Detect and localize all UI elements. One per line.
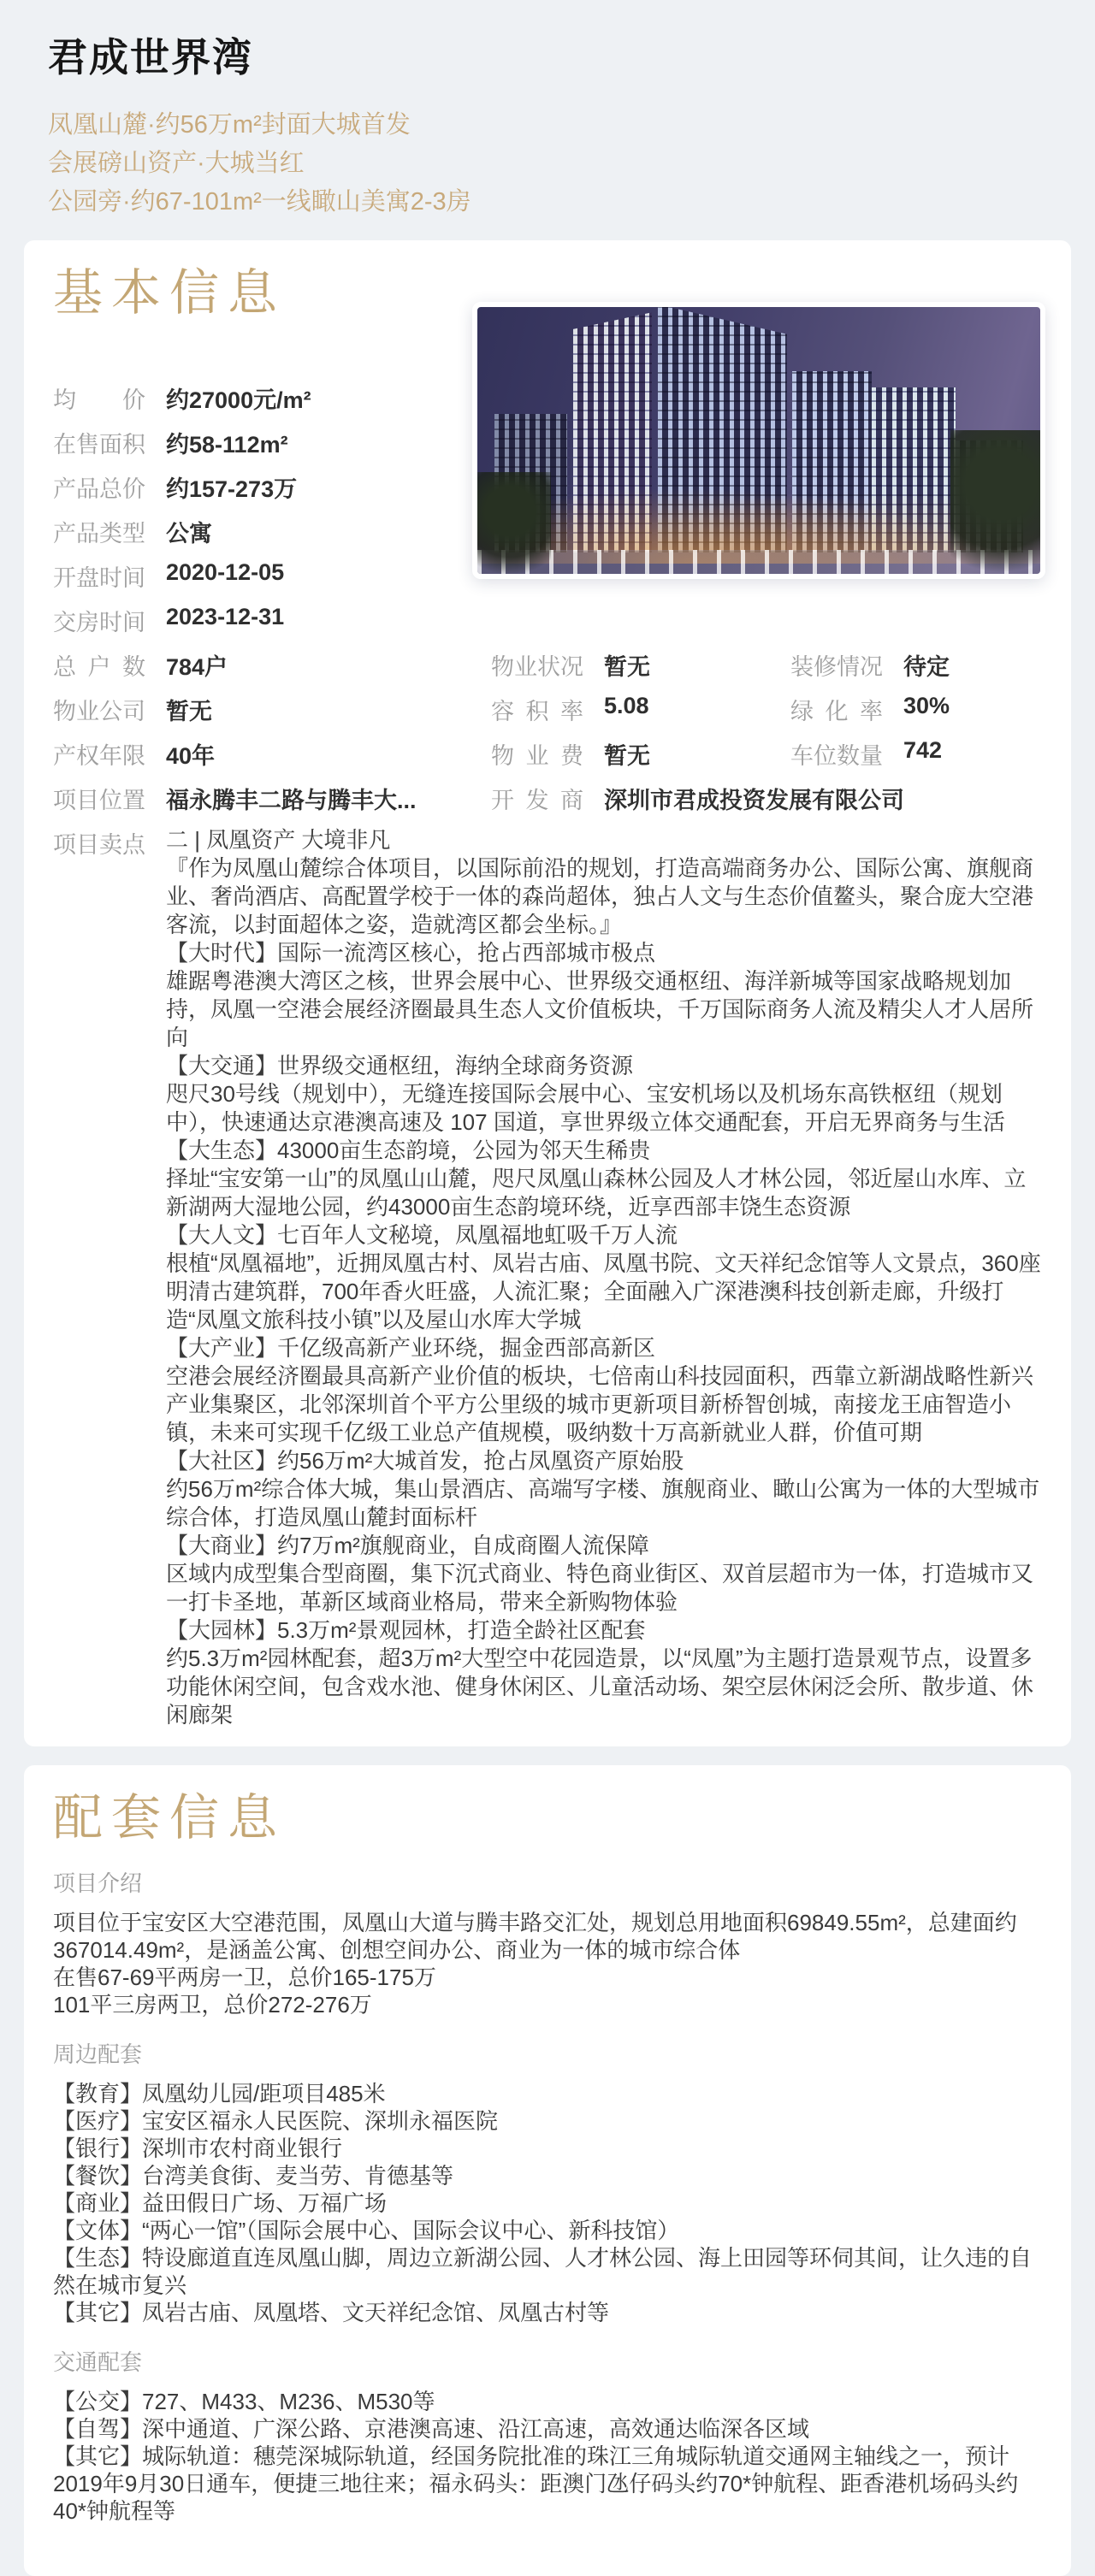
- field-row: [53, 693, 1042, 737]
- field-value: 2023-12-31: [166, 604, 285, 629]
- selling-points-text: [166, 826, 1042, 1729]
- selling-point-line: 择址“宝安第一山”的凤凰山山麓，咫尺凤凰山森林公园及人才林公园，邻近屋山水库、立新湖两大湿地公园，约43000亩生态韵境环绕，近享西部丰饶生态资源: [166, 1166, 1027, 1220]
- field-label: 容积率: [491, 699, 583, 724]
- intro-line: 在售67-69平两房一卫，总价165-175万: [53, 1964, 436, 1990]
- field-location: [53, 782, 491, 815]
- facility-line: 【餐饮】台湾美食街、麦当劳、肯德基等: [53, 2163, 454, 2189]
- field-plot-ratio: [491, 693, 790, 726]
- transport-line: 【自驾】深中通道、广深公路、京港澳高速、沿江高速，高效通达临深各区域: [53, 2416, 810, 2442]
- page-title: 君成世界湾: [48, 35, 253, 80]
- basic-info-heading: 基本信息: [53, 265, 287, 321]
- field-label: 绿化率: [790, 699, 883, 724]
- field-value: 784户: [166, 654, 228, 680]
- selling-point-line: 【大交通】世界级交通枢纽，海纳全球商务资源: [166, 1053, 634, 1078]
- field-label: 物业公司: [53, 699, 145, 724]
- field-label: 产品类型: [53, 521, 145, 547]
- field-value: 30%: [903, 693, 950, 718]
- field-label: 均价: [53, 387, 145, 413]
- facilities-heading: 配套信息: [53, 1790, 287, 1846]
- subtitle-line: 公园旁·约67-101m²一线瞰山美寓2-3房: [48, 188, 471, 216]
- project-intro-label: 项目介绍: [53, 1870, 143, 1896]
- intro-line: 101平三房两卫，总价272-276万: [53, 1992, 372, 2018]
- intro-line: 项目位于宝安区大空港范围，凤凰山大道与腾丰路交汇处，规划总用地面积69849.55m²，总建面约367014.49m²，是涵盖公寓、创想空间办公、商业为一体的城市综合体: [53, 1910, 1017, 1963]
- field-label: 开盘时间: [53, 565, 145, 591]
- field-value: 暂无: [166, 699, 212, 724]
- field-label: 装修情况: [790, 654, 883, 680]
- field-label: 开发商: [491, 788, 583, 813]
- field-value: 2020-12-05: [166, 559, 285, 585]
- field-label: 物业费: [491, 743, 583, 769]
- field-label: 在售面积: [53, 432, 145, 458]
- field-property-status: [491, 648, 790, 682]
- nearby-facilities-list: [53, 2080, 1042, 2326]
- header: [0, 0, 1095, 222]
- selling-point-line: 【大园林】5.3万m²景观园林，打造全龄社区配套: [166, 1617, 646, 1643]
- field-property-company: [53, 693, 491, 726]
- facility-line: 【生态】特设廊道直连凤凰山脚，周边立新湖公园、人才林公园、海上田园等环伺其间，让久违的自然在城市复兴: [53, 2245, 1033, 2298]
- field-value: 深圳市君成投资发展有限公司: [604, 788, 904, 813]
- field-label: 产权年限: [53, 743, 145, 769]
- selling-point-line: 【大产业】千亿级高新产业环绕，掘金西部高新区: [166, 1335, 656, 1361]
- facility-line: 【医疗】宝安区福永人民医院、深圳永福医院: [53, 2108, 499, 2134]
- field-value: 5.08: [604, 693, 649, 718]
- transport-label: 交通配套: [53, 2349, 143, 2375]
- field-row: [53, 737, 1042, 782]
- selling-point-line: 【大商业】约7万m²旗舰商业，自成商圈人流保障: [166, 1533, 649, 1558]
- field-tenure: [53, 737, 491, 771]
- transport-line: 【其它】城际轨道：穗莞深城际轨道，经国务院批准的珠江三角城际轨道交通网主轴线之一，预计2019年9月30日通车，便捷三地往来；福永码头：距澳门氹仔码头约70*钟航程、距香港机场码头约40*钟航程等: [53, 2443, 1019, 2524]
- transport-line: 【公交】727、M433、M236、M530等: [53, 2389, 435, 2414]
- field-label: 项目卖点: [53, 832, 145, 858]
- field-value: 742: [903, 737, 943, 763]
- field-value: 约27000元/m²: [166, 387, 311, 413]
- field-label: 物业状况: [491, 654, 583, 680]
- selling-point-line: 【大生态】43000亩生态韵境，公园为邻天生稀贵: [166, 1137, 651, 1163]
- field-label: 产品总价: [53, 476, 145, 502]
- selling-point-line: 根植“凤凰福地”，近拥凤凰古村、凤岩古庙、凤凰书院、文天祥纪念馆等人文景点，360座明清古建筑群，700年香火旺盛，人流汇聚；全面融入广深港澳科技创新走廊，升级打造“凤凰文旅科技小镇”以及屋山水库大学城: [166, 1250, 1041, 1332]
- facility-line: 【教育】凤凰幼儿园/距项目485米: [53, 2081, 386, 2106]
- property-photo: [472, 302, 1045, 579]
- selling-point-line: 【大人文】七百年人文秘境，凤凰福地虹吸千万人流: [166, 1222, 678, 1248]
- field-total-households: [53, 648, 491, 682]
- subtitle-line: 凤凰山麓·约56万m²封面大城首发: [48, 111, 411, 139]
- field-value: 暂无: [604, 654, 650, 680]
- selling-point-line: 区域内成型集合型商圈，集下沉式商业、特色商业街区、双首层超市为一体，打造城市又一打卡圣地，革新区域商业格局，带来全新购物体验: [166, 1561, 1034, 1615]
- field-decoration: [790, 648, 1042, 682]
- field-row: [53, 782, 1042, 826]
- field-selling-points: [53, 826, 1042, 1729]
- field-greening-rate: [790, 693, 1042, 726]
- selling-point-line: 『作为凤凰山麓综合体项目，以国际前沿的规划，打造高端商务办公、国际公寓、旗舰商业、奢尚酒店、高配置学校于一体的森尚超体，独占人文与生态价值鳌头，聚合庞大空港客流，以封面超体之姿，造就湾区都会坐标。』: [166, 855, 1034, 937]
- selling-point-line: 雄踞粤港澳大湾区之核，世界会展中心、世界级交通枢纽、海洋新城等国家战略规划加持，凤凰一空港会展经济圈最具生态人文价值板块，千万国际商务人流及精尖人才人居所向: [166, 968, 1034, 1050]
- selling-point-line: 咫尺30号线（规划中），无缝连接国际会展中心、宝安机场以及机场东高铁枢纽（规划中），快速通达京港澳高速及 107 国道，享世界级立体交通配套，开启无界商务与生活: [166, 1081, 1005, 1135]
- facility-line: 【银行】深圳市农村商业银行: [53, 2136, 343, 2161]
- selling-point-line: 约56万m²综合体大城，集山景酒店、高端写字楼、旗舰商业、瞰山公寓为一体的大型城市综合体，打造凤凰山麓封面标杆: [166, 1476, 1040, 1530]
- facilities-card: [24, 1765, 1071, 2576]
- selling-point-line: 【大时代】国际一流湾区核心，抢占西部城市极点: [166, 940, 656, 966]
- nearby-facilities-label: 周边配套: [53, 2041, 143, 2067]
- facility-line: 【文体】“两心一馆”（国际会展中心、国际会议中心、新科技馆）: [53, 2218, 680, 2243]
- photo-tree: [950, 430, 1045, 579]
- selling-point-line: 二 | 凤凰资产 大境非凡: [166, 827, 391, 853]
- field-value: 约157-273万: [166, 476, 298, 502]
- selling-point-line: 约5.3万m²园林配套，超3万m²大型空中花园造景，以“凤凰”为主题打造景观节点，设置多功能休闲空间，包含戏水池、健身休闲区、儿童活动场、架空层休闲泛会所、散步道、休闲廊架: [166, 1645, 1034, 1728]
- field-label: 项目位置: [53, 788, 145, 813]
- basic-info-fields: [53, 381, 1042, 1729]
- field-value: 公寓: [166, 521, 212, 547]
- page-subtitle: [48, 106, 1047, 222]
- field-value: 40年: [166, 743, 216, 769]
- field-value: 福永腾丰二路与腾丰大...: [166, 788, 417, 813]
- selling-point-line: 空港会展经济圈最具高新产业价值的板块，七倍南山科技园面积，西靠立新湖战略性新兴产业集聚区，北邻深圳首个平方公里级的城市更新项目新桥智创城，南接龙王庙智造小镇，未来可实现千亿级工业总产值规模，吸纳数十万高新就业人群，价值可期: [166, 1363, 1034, 1445]
- field-value: 暂无: [604, 743, 650, 769]
- selling-point-line: 【大社区】约56万m²大城首发，抢占凤凰资产原始股: [166, 1448, 684, 1474]
- facility-line: 【商业】益田假日广场、万福广场: [53, 2190, 388, 2216]
- field-label: 交房时间: [53, 610, 145, 635]
- basic-info-card: [24, 240, 1071, 1746]
- subtitle-line: 会展磅山资产·大城当红: [48, 150, 305, 177]
- field-delivery-date: [53, 604, 1042, 648]
- transport-list: [53, 2388, 1042, 2525]
- field-property-fee: [491, 737, 790, 771]
- field-row: [53, 648, 1042, 693]
- field-developer: [491, 782, 904, 815]
- field-parking-count: [790, 737, 1042, 771]
- facility-line: 【其它】凤岩古庙、凤凰塔、文天祥纪念馆、凤凰古村等: [53, 2300, 610, 2325]
- field-label: 总户数: [53, 654, 145, 680]
- photo-tree: [472, 472, 551, 579]
- field-value: 约58-112m²: [166, 432, 288, 458]
- field-label: 车位数量: [790, 743, 883, 769]
- field-value: 待定: [903, 654, 950, 680]
- project-intro-text: [53, 1909, 1042, 2018]
